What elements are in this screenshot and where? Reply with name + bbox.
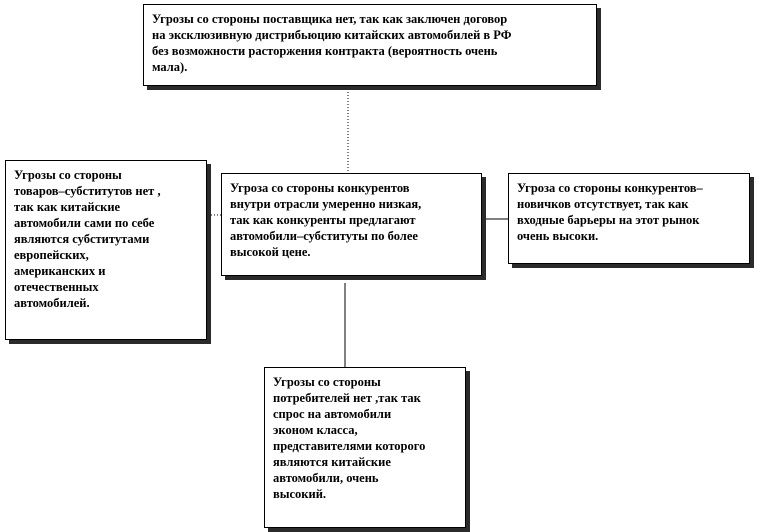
substitutes-threat-box: Угрозы со стороны товаров–субститутов нет , так как китайские автомобили сами по себе являются субститутами европейских, американских и отечественных автомобилей. xyxy=(5,160,207,340)
new-entrants-threat-box: Угроза со стороны конкурентов– новичков отсутствует, так как входные барьеры на этот рынок очень высоки. xyxy=(508,173,750,264)
supplier-threat-box: Угрозы со стороны поставщика нет, так как заключен договор на эксклюзивную дистрибьюцию китайских автомобилей в РФ без возможности расторжения контракта (вероятность очень мала). xyxy=(143,4,597,86)
industry-rivalry-box: Угроза со стороны конкурентов внутри отрасли умеренно низкая, так как конкуренты предлагают автомобили–субституты по более высокой цене. xyxy=(221,173,482,276)
buyer-threat-box: Угрозы со стороны потребителей нет ,так так спрос на автомобили эконом класса, представителями которого являются китайские автомобили, очень высокий. xyxy=(264,367,466,528)
